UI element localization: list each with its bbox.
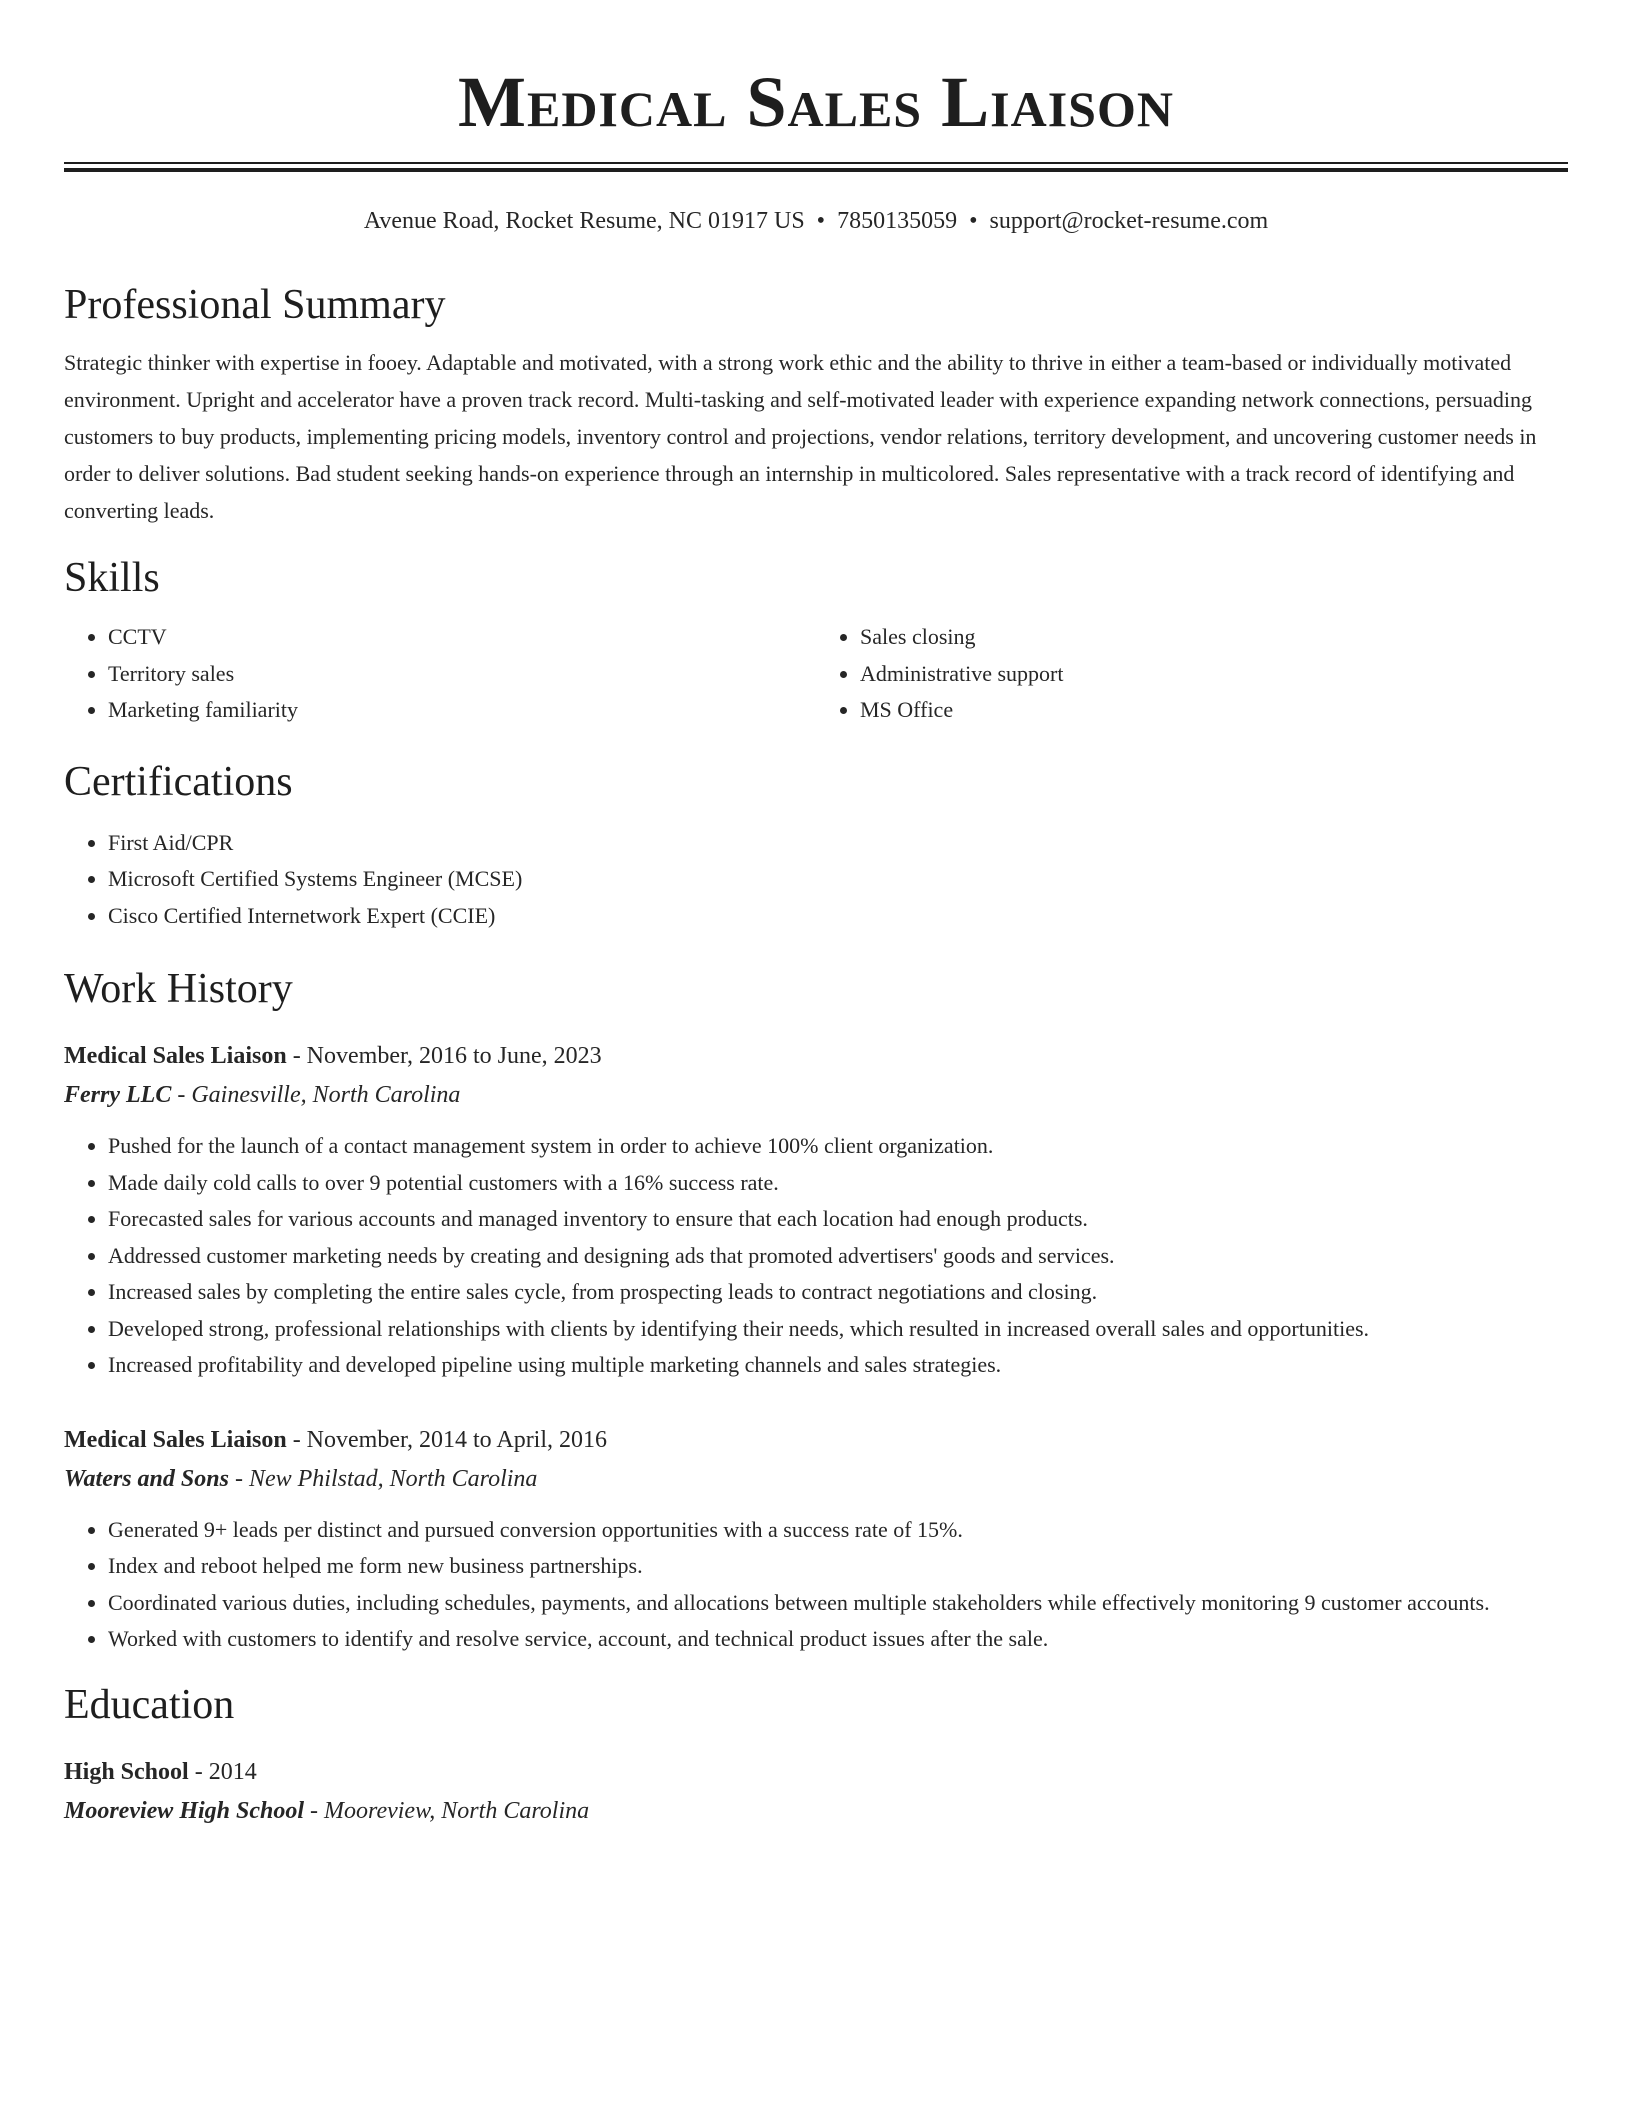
contact-phone[interactable]: 7850135059	[837, 208, 958, 234]
job-bullet: • Forecasted sales for various accounts and managed inventory to ensure that each location had enough products.	[108, 1201, 1568, 1238]
skill-item: • CCTV	[108, 619, 816, 656]
resume-page	[64, 0, 1568, 1830]
skill-item: • Marketing familiarity	[108, 692, 816, 729]
job-bullet: • Addressed customer marketing needs by creating and designing ads that promoted advertisers' goods and services.	[108, 1238, 1568, 1275]
summary-heading: Professional Summary	[64, 282, 446, 328]
skill-item: • MS Office	[860, 692, 1568, 729]
job-company-line	[64, 1460, 1568, 1498]
job-bullet: • Generated 9+ leads per distinct and pursued conversion opportunities with a success rate of 15%.	[108, 1512, 1568, 1549]
certification-item: • Cisco Certified Internetwork Expert (CCIE)	[108, 898, 1568, 935]
job-bullet: • Increased profitability and developed pipeline using multiple marketing channels and sales strategies.	[108, 1347, 1568, 1384]
job-location: - Gainesville, North Carolina	[171, 1082, 461, 1108]
job-bullet: • Made daily cold calls to over 9 potential customers with a 16% success rate.	[108, 1165, 1568, 1202]
education-degree-line	[64, 1752, 1568, 1792]
contact-address: Avenue Road, Rocket Resume, NC 01917 US	[363, 208, 805, 234]
certification-item: • Microsoft Certified Systems Engineer (MCSE)	[108, 861, 1568, 898]
resume-name: Medical Sales Liaison	[458, 62, 1174, 142]
education-school: Mooreview High School	[64, 1797, 305, 1824]
job-bullets	[64, 1512, 1568, 1658]
education-location: - Mooreview, North Carolina	[304, 1797, 590, 1824]
skills-column-left	[64, 619, 816, 729]
job-role: Medical Sales Liaison	[64, 1043, 287, 1069]
certification-item: • First Aid/CPR	[108, 825, 1568, 862]
work-history-heading: Work History	[64, 966, 293, 1012]
skill-item: • Sales closing	[860, 619, 1568, 656]
job-bullet: • Pushed for the launch of a contact management system in order to achieve 100% client organization.	[108, 1128, 1568, 1165]
job-bullet: • Worked with customers to identify and resolve service, account, and technical product issues after the sale.	[108, 1621, 1568, 1658]
education-year: - 2014	[188, 1758, 257, 1785]
contact-email[interactable]: support@rocket-resume.com	[989, 208, 1269, 234]
certifications-heading: Certifications	[64, 758, 293, 805]
job-dates: - November, 2014 to April, 2016	[286, 1426, 608, 1453]
summary-text: Strategic thinker with expertise in fooey. Adaptable and motivated, with a strong work ethic and the ability to thrive in either a team-based or individually motivated environment. Upright and accelerator have a proven track record. Multi-tasking and self-motivated leader with experience expanding network connections, persuading customers to buy products, implementing pricing models, inventory control and projections, vendor relations, territory development, and uncovering customer needs in order to deliver solutions. Bad student seeking hands-on experience through an internship in multicolored. Sales representative with a track record of identifying and converting leads.	[64, 350, 1537, 523]
contact-separator: •	[816, 208, 826, 234]
job-location: - New Philstad, North Carolina	[228, 1465, 538, 1492]
job-bullet: • Coordinated various duties, including schedules, payments, and allocations between multiple stakeholders while effectively monitoring 9 customer accounts.	[108, 1585, 1568, 1622]
job-company: Ferry LLC	[64, 1082, 172, 1108]
skills-column-right	[816, 619, 1568, 729]
job-role: Medical Sales Liaison	[64, 1426, 287, 1453]
job-bullets	[64, 1128, 1568, 1384]
job-dates: - November, 2016 to June, 2023	[286, 1043, 602, 1069]
education-entry	[64, 1752, 1568, 1830]
job-bullet: • Increased sales by completing the entire sales cycle, from prospecting leads to contract negotiations and closing.	[108, 1274, 1568, 1311]
job-company: Waters and Sons	[64, 1465, 229, 1492]
job-company-line	[64, 1076, 1568, 1114]
header-divider	[64, 162, 1568, 172]
job-entry	[64, 1036, 1568, 1384]
education-school-line	[64, 1792, 1568, 1830]
skills-heading: Skills	[64, 555, 160, 601]
certifications-list	[64, 825, 1568, 935]
education-heading: Education	[64, 1681, 235, 1728]
skill-item: • Administrative support	[860, 656, 1568, 693]
contact-separator: •	[969, 208, 978, 234]
job-bullet: • Index and reboot helped me form new business partnerships.	[108, 1548, 1568, 1585]
skills-list	[64, 619, 1568, 729]
job-title-line	[64, 1036, 1568, 1076]
skill-item: • Territory sales	[108, 656, 816, 693]
job-entry	[64, 1420, 1568, 1658]
job-title-line	[64, 1420, 1568, 1460]
education-degree: High School	[64, 1758, 189, 1785]
job-bullet: • Developed strong, professional relationships with clients by identifying their needs, which resulted in increased overall sales and opportunities.	[108, 1311, 1568, 1348]
contact-line	[64, 206, 1568, 236]
